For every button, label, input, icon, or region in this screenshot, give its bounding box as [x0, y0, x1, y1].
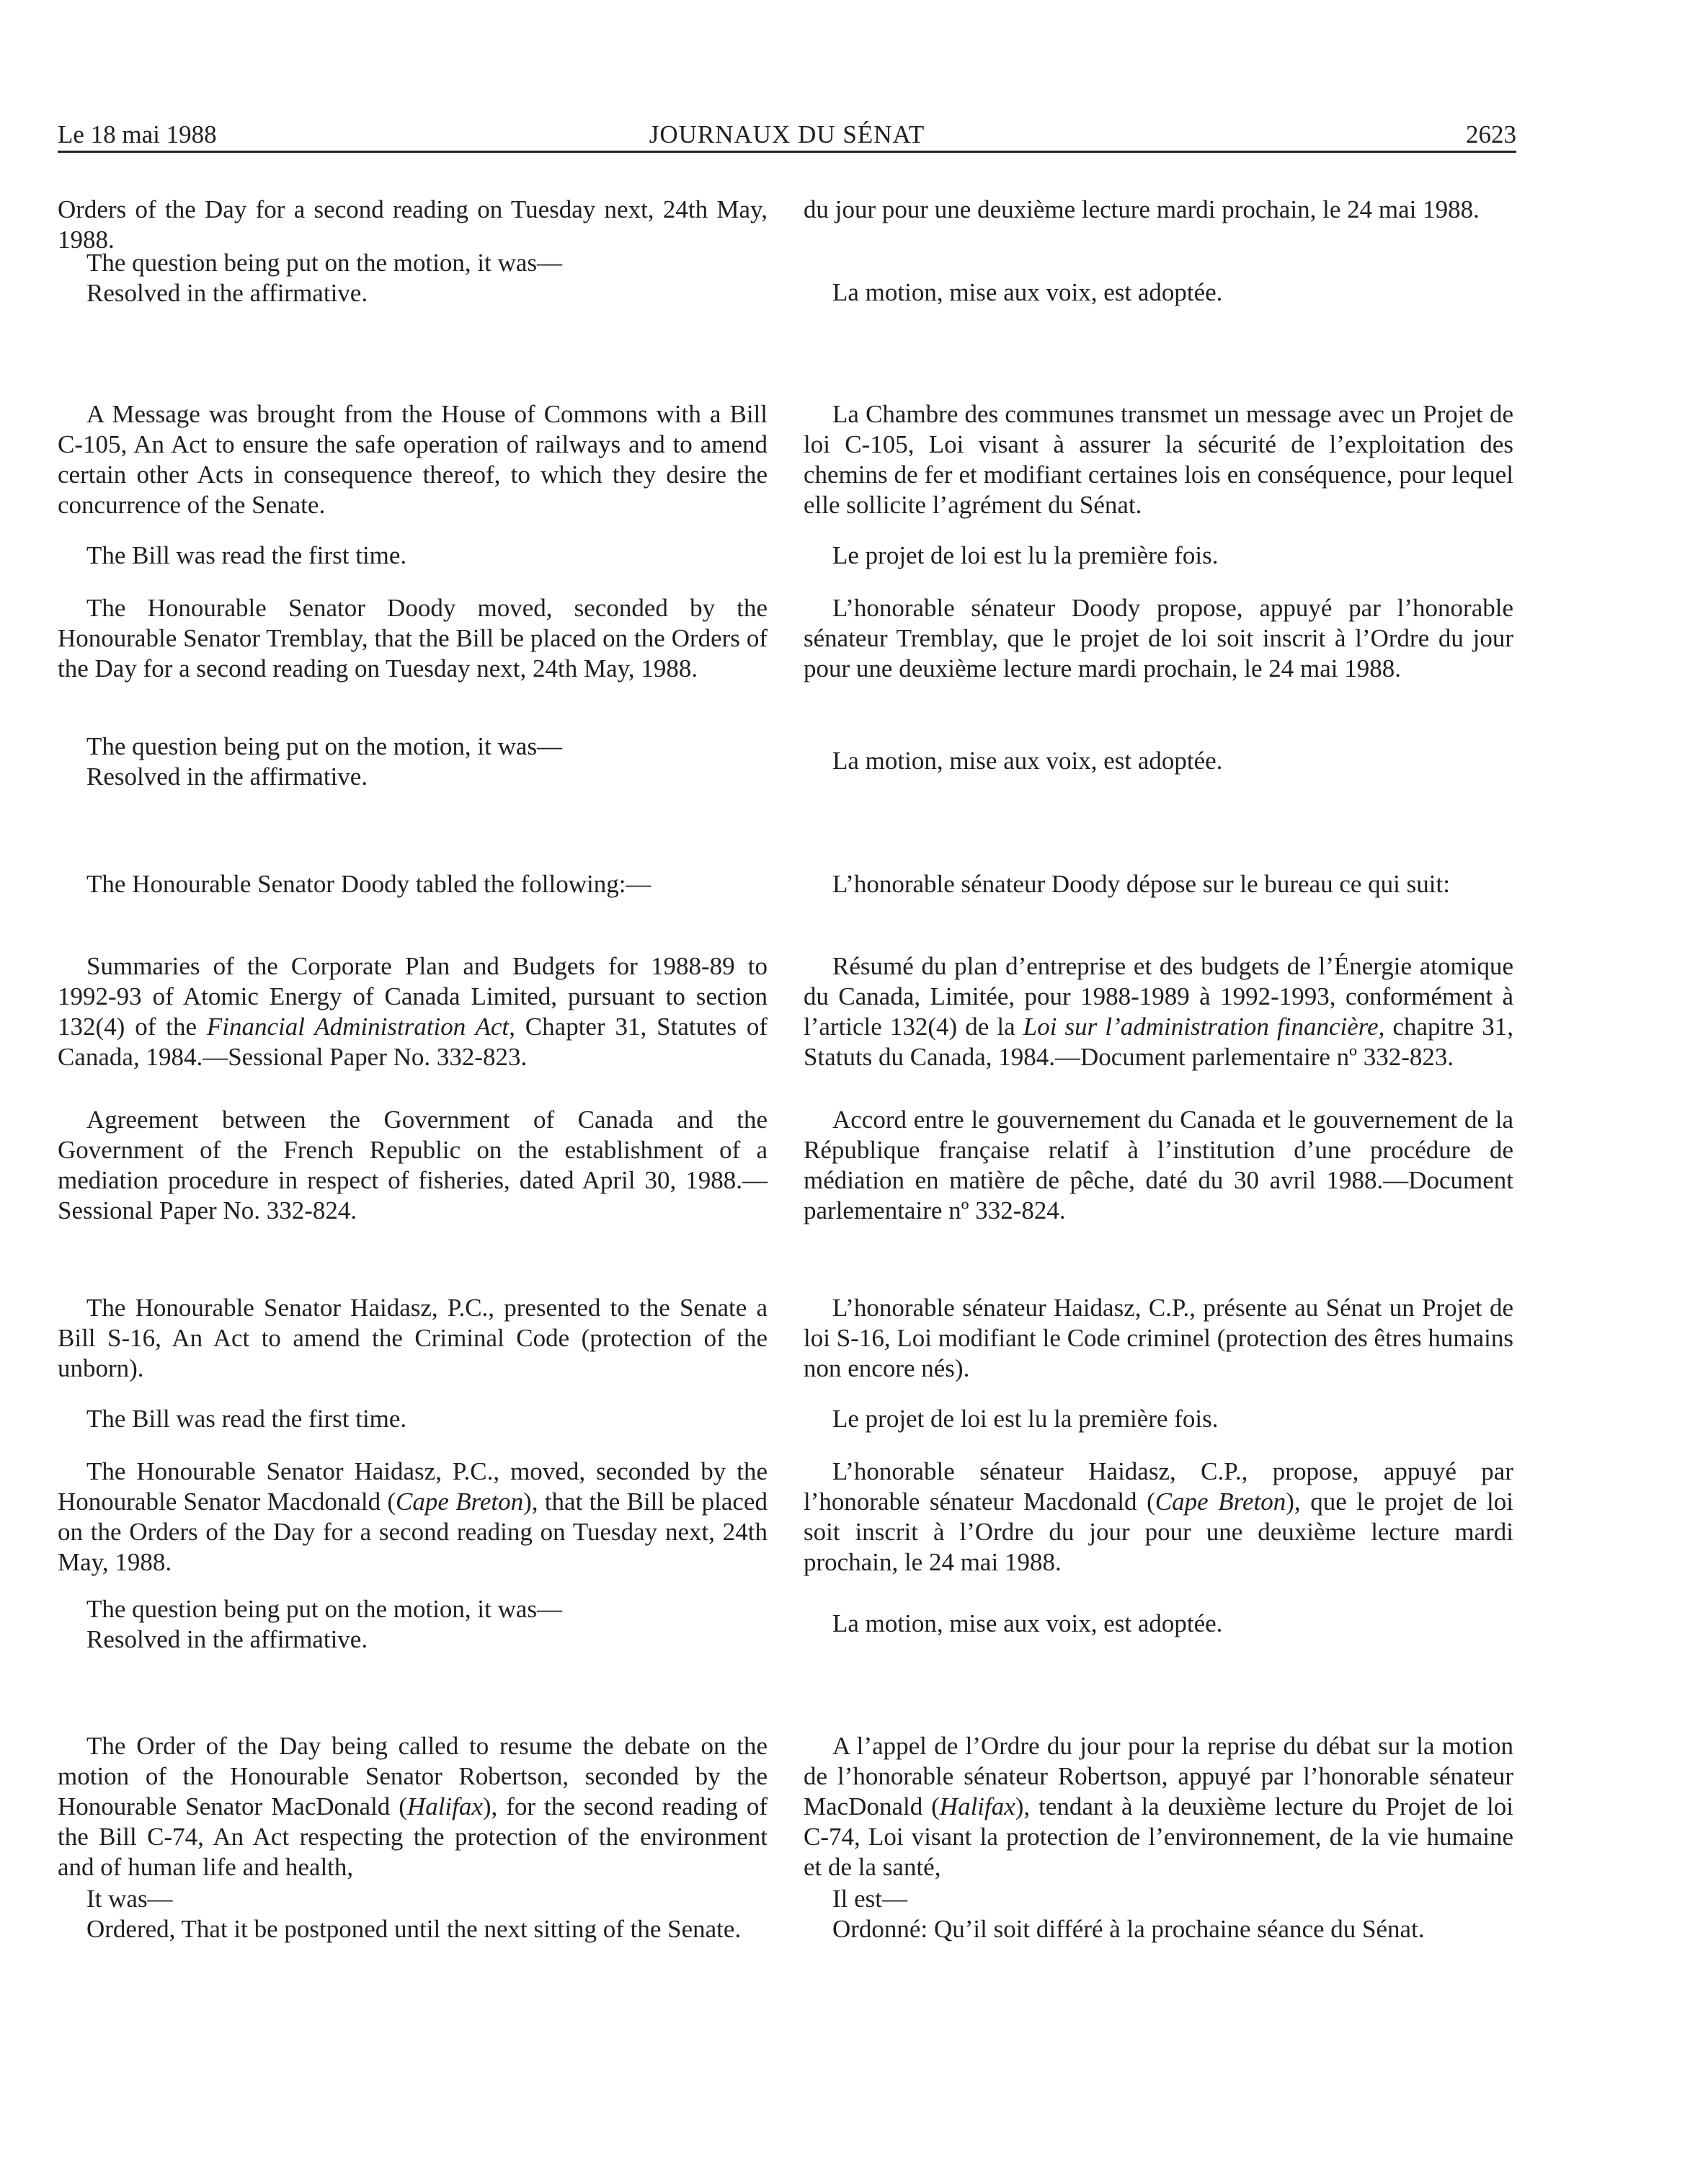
fr-paragraph-14 — [804, 1731, 1513, 1882]
en-paragraph-1: Orders of the Day for a second reading on Tuesday next, 24th May, 1988. — [58, 195, 768, 254]
en-p14-riding: Halifax — [406, 1792, 483, 1820]
en-question-line: The question being put on the motion, it was— — [86, 732, 563, 760]
en-paragraph-4: The Bill was read the first time. — [86, 541, 407, 569]
fr-paragraph-12 — [804, 1457, 1513, 1578]
fr-ordonne-line: Ordonné: Qu’il soit différé à la prochaine séance du Sénat. — [832, 1915, 1425, 1943]
fr-paragraph-13: La motion, mise aux voix, est adoptée. — [832, 1609, 1223, 1637]
fr-paragraph-5: L’honorable sénateur Doody propose, appuyé par l’honorable sénateur Tremblay, que le projet de loi soit inscrit à l’Ordre du jour pour une deuxième lecture mardi prochain, le 24 mai 1988. — [804, 594, 1513, 683]
fr-paragraph-7: L’honorable sénateur Doody dépose sur le bureau ce qui suit: — [832, 870, 1450, 898]
fr-p12-riding: Cape Breton — [1155, 1488, 1286, 1516]
en-paragraph-11: The Bill was read the first time. — [86, 1405, 407, 1433]
fr-p14-text-a: A l’appel de l’Ordre du jour pour la reprise du débat sur la motion de l’honorable sénateur Robertson, appuyé par l’honorable sénateur MacDonald ( — [804, 1732, 1513, 1820]
en-p12-text-c: ), that the Bill be placed on the Orders of the Day for a second reading on Tuesday next, 24th May, 1988. — [58, 1488, 768, 1576]
fr-paragraph-10: L’honorable sénateur Haidasz, C.P., présente au Sénat un Projet de loi S-16, Loi modifiant le Code criminel (protection des êtres humains non encore nés). — [804, 1294, 1513, 1382]
en-it-was-line: It was— — [86, 1885, 173, 1913]
fr-il-est-line: Il est— — [832, 1885, 908, 1913]
fr-paragraph-15 — [804, 1884, 1513, 1944]
fr-p8-text-a: Résumé du plan d’entreprise et des budgets de l’Énergie atomique du Canada, Limitée, pour 1988-1989 à 1992-1993, conformément à l’article 132(4) de la — [804, 952, 1513, 1041]
en-paragraph-10: The Honourable Senator Haidasz, P.C., presented to the Senate a Bill S-16, An Act to amend the Criminal Code (protection of the unborn). — [58, 1294, 768, 1382]
en-resolved-line: Resolved in the affirmative. — [86, 763, 368, 791]
fr-paragraph-4: Le projet de loi est lu la première fois. — [832, 541, 1219, 569]
fr-paragraph-2: La motion, mise aux voix, est adoptée. — [832, 278, 1223, 306]
en-paragraph-13 — [58, 1594, 768, 1655]
fr-p8-text-c: chapitre 31, Statuts du Canada, 1984.—Document parlementaire nº 332-823. — [804, 1013, 1513, 1071]
en-paragraph-2 — [58, 248, 768, 308]
page-number: 2623 — [1466, 120, 1516, 148]
en-paragraph-6 — [58, 732, 768, 792]
en-paragraph-7: The Honourable Senator Doody tabled the following:— — [86, 870, 651, 898]
en-paragraph-15 — [58, 1884, 768, 1944]
fr-paragraph-8 — [804, 951, 1513, 1072]
fr-paragraph-6: La motion, mise aux voix, est adoptée. — [832, 747, 1223, 775]
en-p8-act-title: Financial Administration Act, — [206, 1013, 515, 1041]
en-p12-text-a: The Honourable Senator Haidasz, P.C., moved, seconded by the Honourable Senator Macdonald ( — [58, 1457, 768, 1516]
running-header — [58, 119, 1516, 153]
fr-p12-text-c: ), que le projet de loi soit inscrit à l’Ordre du jour pour une deuxième lecture mardi prochain, le 24 mai 1988. — [804, 1488, 1513, 1576]
en-ordered-line: Ordered, That it be postponed until the next sitting of the Senate. — [86, 1915, 742, 1943]
en-p14-text-a: The Order of the Day being called to resume the debate on the motion of the Honourable Senator Robertson, seconded by the Honourable Senator MacDonald ( — [58, 1732, 768, 1820]
fr-p12-text-a: L’honorable sénateur Haidasz, C.P., propose, appuyé par l’honorable sénateur Macdonald ( — [804, 1457, 1513, 1516]
en-paragraph-14 — [58, 1731, 768, 1882]
fr-paragraph-3: La Chambre des communes transmet un message avec un Projet de loi C-105, Loi visant à assurer la sécurité de l’exploitation des chemins de fer et modifiant certaines lois en conséquence, pour lequel elle sollicite l’agrément du Sénat. — [804, 400, 1513, 519]
en-paragraph-8 — [58, 951, 768, 1072]
en-resolved-line: Resolved in the affirmative. — [86, 1625, 368, 1653]
en-paragraph-5: The Honourable Senator Doody moved, seconded by the Honourable Senator Tremblay, that the Bill be placed on the Orders of the Day for a second reading on Tuesday next, 24th May, 1988. — [58, 594, 768, 683]
en-paragraph-9: Agreement between the Government of Canada and the Government of the French Republic on the establishment of a mediation procedure in respect of fisheries, dated April 30, 1988.—Sessional Paper No. 332-824. — [58, 1106, 768, 1224]
en-question-line: The question being put on the motion, it was— — [86, 249, 563, 277]
fr-paragraph-1: du jour pour une deuxième lecture mardi prochain, le 24 mai 1988. — [804, 195, 1480, 223]
header-title: JOURNAUX DU SÉNAT — [649, 120, 925, 148]
en-paragraph-12 — [58, 1457, 768, 1578]
en-paragraph-3: A Message was brought from the House of Commons with a Bill C-105, An Act to ensure the safe operation of railways and to amend certain other Acts in consequence thereof, to which they desire the concurrence of the Senate. — [58, 400, 768, 519]
fr-p14-riding: Halifax — [939, 1792, 1015, 1820]
fr-paragraph-11: Le projet de loi est lu la première fois. — [832, 1405, 1219, 1433]
en-p14-text-c: ), for the second reading of the Bill C-74, An Act respecting the protection of the environment and of human life and health, — [58, 1792, 768, 1881]
en-p12-riding: Cape Breton — [396, 1488, 524, 1516]
fr-paragraph-9: Accord entre le gouvernement du Canada et le gouvernement de la République française relatif à l’institution d’une procédure de médiation en matière de pêche, daté du 30 avril 1988.—Document parlementaire nº 332-824. — [804, 1106, 1513, 1224]
en-resolved-line: Resolved in the affirmative. — [86, 279, 368, 307]
fr-p8-act-title: Loi sur l’administration financière, — [1023, 1013, 1385, 1041]
en-question-line: The question being put on the motion, it was— — [86, 1595, 563, 1623]
en-p8-text-c: Chapter 31, Statutes of Canada, 1984.—Sessional Paper No. 332-823. — [58, 1013, 768, 1071]
header-date: Le 18 mai 1988 — [58, 120, 217, 148]
fr-p14-text-c: ), tendant à la deuxième lecture du Projet de loi C-74, Loi visant la protection de l’environnement, de la vie humaine et de la santé, — [804, 1792, 1513, 1881]
en-p8-text-a: Summaries of the Corporate Plan and Budgets for 1988-89 to 1992-93 of Atomic Energy of Canada Limited, pursuant to section 132(4) of the — [58, 952, 768, 1041]
